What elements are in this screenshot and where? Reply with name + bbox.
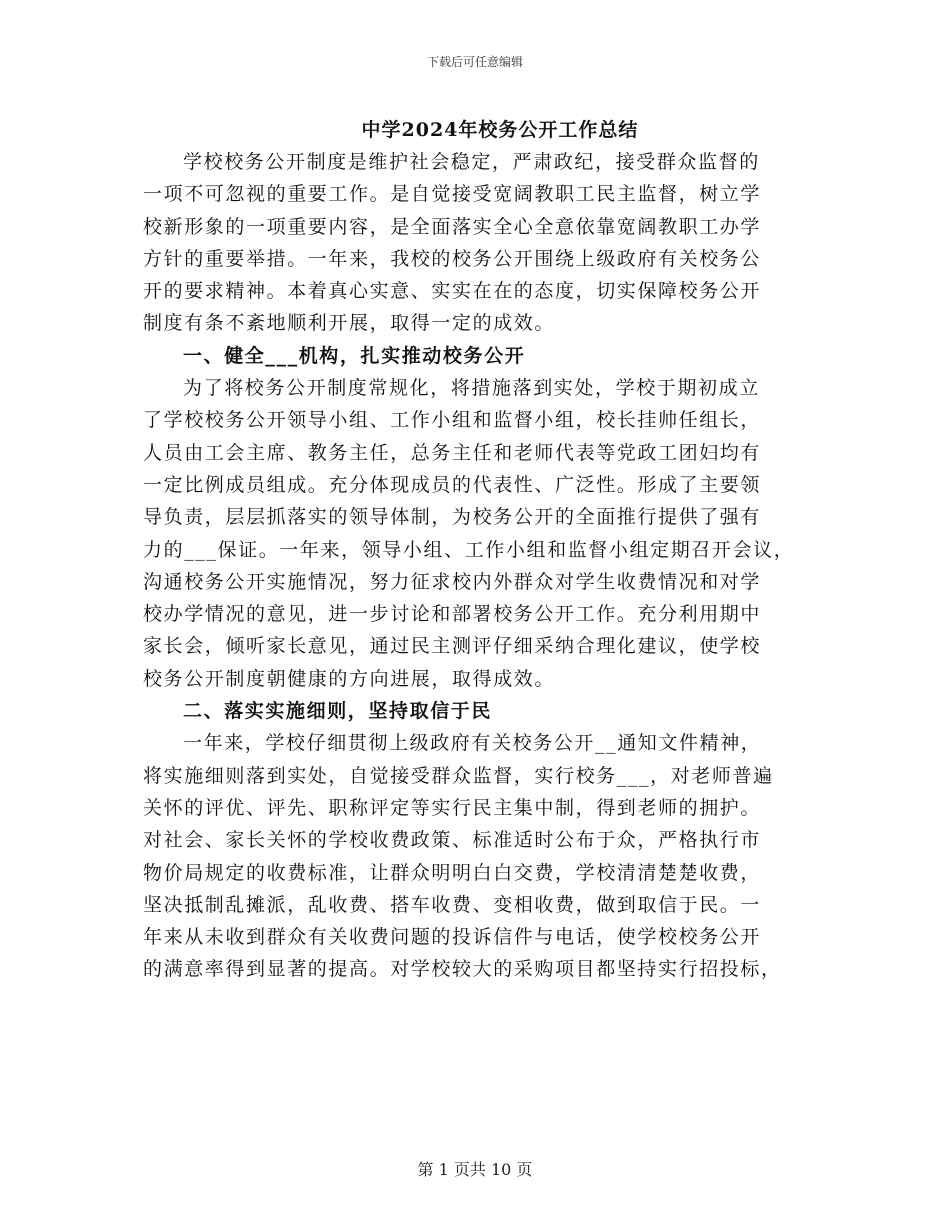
paragraph-line: 年来从未收到群众有关收费问题的投诉信件与电话，使学校校务公开 — [143, 926, 762, 949]
paragraph-line: 物价局规定的收费标准，让群众明明白白交费，学校清清楚楚收费， — [143, 861, 762, 884]
paragraph-line: 校办学情况的意见，进一步讨论和部署校务公开工作。充分利用期中 — [143, 603, 762, 626]
section-heading: 二、落实实施细则，坚持取信于民 — [183, 700, 493, 723]
paragraph-line: 力的___保证。一年来，领导小组、工作小组和监督小组定期召开会议， — [143, 538, 795, 561]
paragraph-line: 沟通校务公开实施情况，努力征求校内外群众对学生收费情况和对学 — [143, 570, 762, 593]
paragraph-line: 将实施细则落到实处，自觉接受群众监督，实行校务___，对老师普遍 — [143, 764, 774, 787]
header-note: 下载后可任意编辑 — [426, 55, 523, 69]
paragraph-line: 坚决抵制乱摊派，乱收费、搭车收费、变相收费，做到取信于民。一 — [143, 893, 762, 916]
paragraph-line: 了学校校务公开领导小组、工作小组和监督小组，校长挂帅任组长， — [143, 409, 762, 432]
paragraph-line: 制度有条不紊地顺利开展，取得一定的成效。 — [143, 312, 556, 335]
paragraph-line: 导负责，层层抓落实的领导体制，为校务公开的全面推行提供了强有 — [143, 506, 762, 529]
paragraph-line: 一定比例成员组成。充分体现成员的代表性、广泛性。形成了主要领 — [143, 473, 762, 496]
document-title: 中学2024年校务公开工作总结 — [361, 119, 639, 141]
section-heading: 一、健全___机构，扎实推动校务公开 — [183, 344, 526, 367]
paragraph-line: 开的要求精神。本着真心实意、实实在在的态度，切实保障校务公开 — [143, 280, 762, 303]
paragraph-line: 一年来，学校仔细贯彻上级政府有关校务公开__通知文件精神， — [183, 732, 762, 755]
paragraph-line: 人员由工会主席、教务主任，总务主任和老师代表等党政工团妇均有 — [143, 441, 762, 464]
paragraph-line: 家长会，倾听家长意见，通过民主测评仔细采纳合理化建议，使学校 — [143, 635, 762, 658]
paragraph-line: 一项不可忽视的重要工作。是自觉接受宽阔教职工民主监督，树立学 — [143, 183, 762, 206]
document-body — [143, 146, 823, 986]
paragraph-line: 关怀的评优、评先、职称评定等实行民主集中制，得到老师的拥护。 — [143, 796, 762, 819]
paragraph-line: 校务公开制度朝健康的方向进展，取得成效。 — [143, 667, 556, 690]
paragraph-line: 校新形象的一项重要内容，是全面落实全心全意依靠宽阔教职工办学 — [143, 215, 762, 238]
paragraph-line: 学校校务公开制度是维护社会稳定，严肃政纪，接受群众监督的 — [183, 151, 760, 173]
paragraph-line: 的满意率得到显著的提高。对学校较大的采购项目都坚持实行招投标， — [143, 958, 782, 981]
paragraph-line: 对社会、家长关怀的学校收费政策、标准适时公布于众，严格执行市 — [143, 829, 762, 852]
paragraph-line: 为了将校务公开制度常规化，将措施落到实处，学校于期初成立 — [183, 377, 760, 400]
page-number: 第 1 页共 10 页 — [417, 1160, 533, 1179]
paragraph-line: 方针的重要举措。一年来，我校的校务公开围绕上级政府有关校务公 — [143, 247, 762, 270]
